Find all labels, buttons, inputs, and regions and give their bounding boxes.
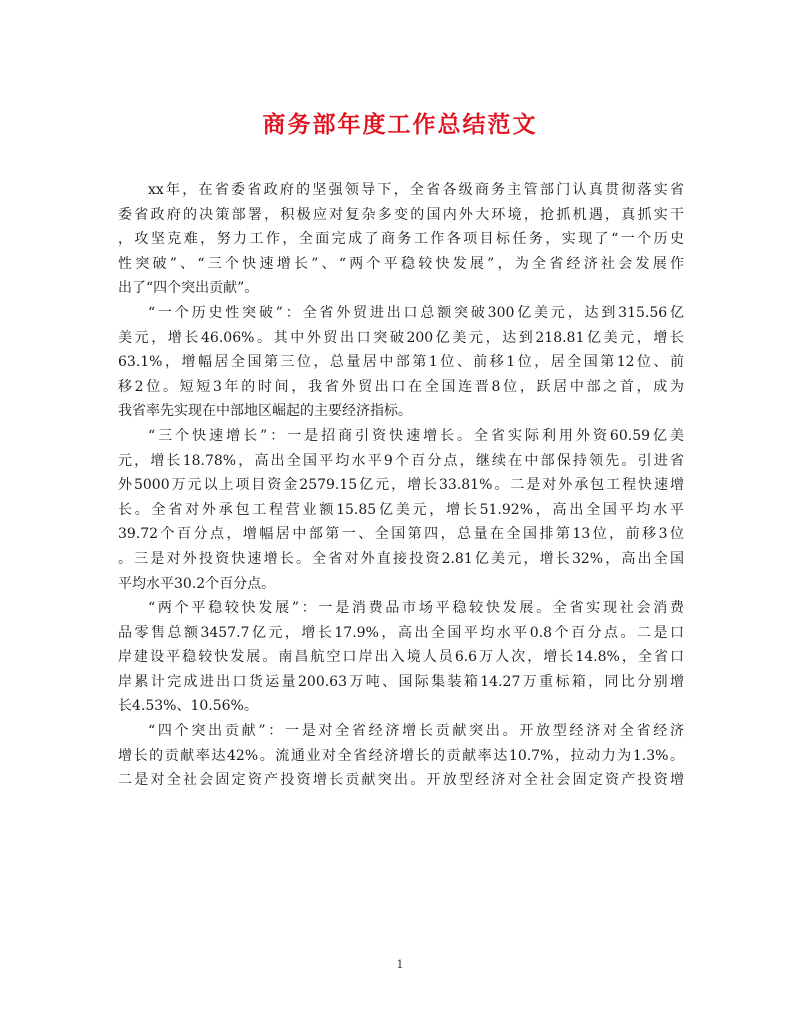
text-line: 性突破”、“三个快速增长”、“两个平稳较快发展”，为全省经济社会发展作: [118, 255, 684, 272]
text-line: “一个历史性突破”：全省外贸进出口总额突破300亿美元，达到315.56亿: [148, 304, 684, 321]
text-line: 我省率先实现在中部地区崛起的主要经济指标。: [118, 403, 412, 420]
text-line: 美元，增长46.06%。其中外贸出口突破200亿美元，达到218.81亿美元，增长: [118, 329, 684, 346]
text-line: 39.72个百分点，增幅居中部第一、全国第四，总量在全国排第13位，前移3位: [118, 526, 684, 543]
text-line: “四个突出贡献”：一是对全省经济增长贡献突出。开放型经济对全省经济: [148, 723, 684, 740]
text-line: “三个快速增长”：一是招商引资快速增长。全省实际利用外资60.59亿美: [148, 427, 684, 444]
text-line: “两个平稳较快发展”：一是消费品市场平稳较快发展。全省实现社会消费: [148, 600, 684, 617]
text-line: 出了“四个突出贡献”。: [118, 280, 259, 297]
text-line: ，攻坚克难，努力工作，全面完成了商务工作各项目标任务，实现了“一个历史: [118, 231, 684, 248]
document-body: [118, 178, 684, 793]
text-line: 移2位。短短3年的时间，我省外贸出口在全国连晋8位，跃居中部之首，成为: [118, 378, 684, 395]
text-line: 二是对全社会固定资产投资增长贡献突出。开放型经济对全社会固定资产投资增: [118, 772, 684, 789]
text-line: 平均水平30.2个百分点。: [118, 575, 276, 592]
text-line: 元，增长18.78%，高出全国平均水平9个百分点，继续在中部保持领先。引进省: [118, 452, 684, 469]
text-line: 。三是对外投资快速增长。全省对外直接投资2.81亿美元，增长32%，高出全国: [118, 550, 684, 567]
text-line: 长4.53%、10.56%。: [118, 698, 258, 715]
text-line: 外5000万元以上项目资金2579.15亿元，增长33.81%。二是对外承包工程快速增: [118, 477, 684, 494]
text-line: 岸建设平稳较快发展。南昌航空口岸出入境人员6.6万人次，增长14.8%，全省口: [118, 649, 684, 666]
page-number: 1: [396, 958, 404, 971]
document-title: 商务部年度工作总结范文: [262, 111, 538, 138]
text-line: 增长的贡献率达42%。流通业对全省经济增长的贡献率达10.7%，拉动力为1.3%。: [118, 747, 684, 764]
text-line: 岸累计完成进出口货运量200.63万吨、国际集装箱14.27万重标箱，同比分别增: [118, 673, 684, 690]
text-line: 品零售总额3457.7亿元，增长17.9%，高出全国平均水平0.8个百分点。二是口: [118, 624, 684, 641]
text-line: 长。全省对外承包工程营业额15.85亿美元，增长51.92%，高出全国平均水平: [118, 501, 684, 518]
text-line: 委省政府的决策部署，积极应对复杂多变的国内外大环境，抢抓机遇，真抓实干: [118, 206, 684, 223]
text-line: xx年，在省委省政府的坚强领导下，全省各级商务主管部门认真贯彻落实省: [148, 182, 684, 198]
text-line: 63.1%，增幅居全国第三位，总量居中部第1位、前移1位，居全国第12位、前: [118, 354, 684, 371]
